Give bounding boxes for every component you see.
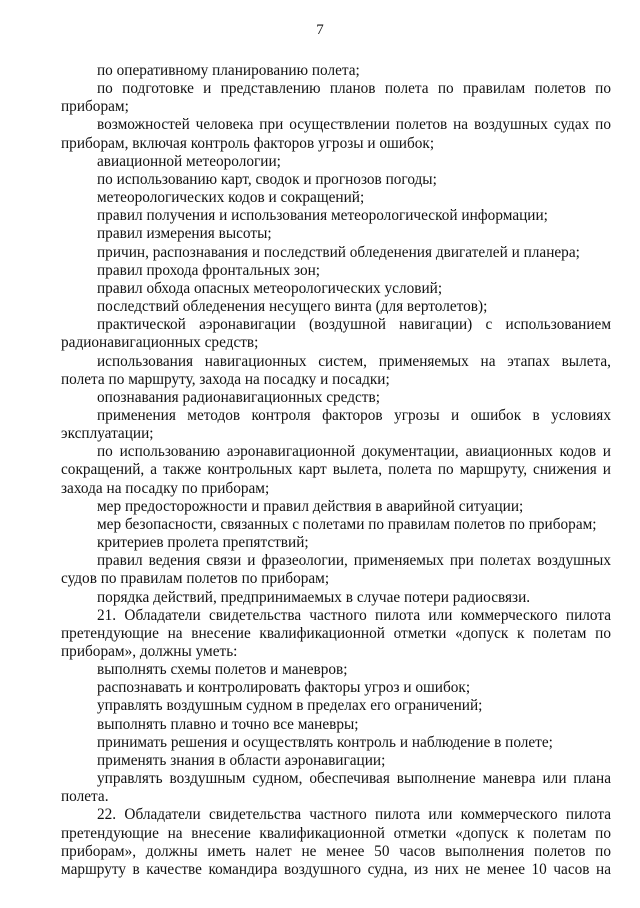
paragraph: возможностей человека при осуществлении полетов на воздушных судах по приборам, включая контроль факторов угрозы и ошибок; (61, 116, 611, 152)
paragraph: по использованию карт, сводок и прогнозов погоды; (97, 170, 437, 188)
paragraph: управлять воздушным судном, обеспечивая выполнение маневра или плана полета. (61, 770, 611, 806)
paragraph: распознавать и контролировать факторы угроз и ошибок; (97, 679, 471, 697)
paragraph: метеорологических кодов и сокращений; (97, 189, 365, 207)
section-21-intro: 21. Обладатели свидетельства частного пилота или коммерческого пилота претендующие на внесение квалификационной отметки «допуск к полетам по приборам», должны уметь: (61, 606, 611, 660)
paragraph: применения методов контроля факторов угрозы и ошибок в условиях эксплуатации; (61, 406, 611, 443)
paragraph: по оперативному планированию полета; (97, 62, 360, 79)
paragraph: мер предосторожности и правил действия в аварийной ситуации; (97, 497, 524, 515)
paragraph: правил измерения высоты; (97, 225, 272, 243)
document-body (61, 62, 611, 879)
paragraph: по подготовке и представлению планов полета по правилам полетов по приборам; (61, 80, 611, 116)
paragraph: порядка действий, предпринимаемых в случае потери радиосвязи. (97, 588, 531, 606)
paragraph: причин, распознавания и последствий обледенения двигателей и планера; (97, 243, 580, 261)
paragraph: мер безопасности, связанных с полетами по правилам полетов по приборам; (97, 515, 597, 533)
page-number: 7 (316, 22, 324, 38)
paragraph: правил обхода опасных метеорологических условий; (97, 279, 443, 297)
paragraph: выполнять плавно и точно все маневры; (97, 715, 359, 733)
paragraph: правил ведения связи и фразеологии, применяемых при полетах воздушных судов по правилам полетов по приборам; (61, 552, 611, 588)
paragraph: выполнять схемы полетов и маневров; (97, 661, 348, 679)
paragraph: практической аэронавигации (воздушной навигации) с использованием радионавигационных средств; (61, 316, 611, 352)
paragraph: по использованию аэронавигационной документации, авиационных кодов и сокращений, а также контрольных карт вылета, полета по маршруту, снижения и захода на посадку по приборам; (61, 443, 611, 497)
paragraph: использования навигационных систем, применяемых на этапах вылета, полета по маршруту, захода на посадку и посадки; (61, 352, 611, 388)
paragraph: правил получения и использования метеорологической информации; (97, 207, 548, 225)
paragraph: правил прохода фронтальных зон; (97, 261, 321, 279)
section-22-intro: 22. Обладатели свидетельства частного пилота или коммерческого пилота претендующие на внесение квалификационной отметки «допуск к полетам по приборам», должны иметь налет не менее 50 часов выполнения полетов по маршруту в качестве командира воздушного судна, из них не менее 10 часов на (61, 806, 611, 878)
paragraph: критериев пролета препятствий; (97, 534, 309, 552)
paragraph: авиационной метеорологии; (97, 152, 281, 170)
paragraph: опознавания радионавигационных средств; (97, 388, 380, 406)
paragraph: последствий обледенения несущего винта (для вертолетов); (97, 298, 488, 316)
paragraph: управлять воздушным судном в пределах его ограничений; (97, 697, 483, 715)
paragraph: принимать решения и осуществлять контроль и наблюдение в полете; (97, 733, 553, 751)
paragraph: применять знания в области аэронавигации; (97, 751, 386, 769)
